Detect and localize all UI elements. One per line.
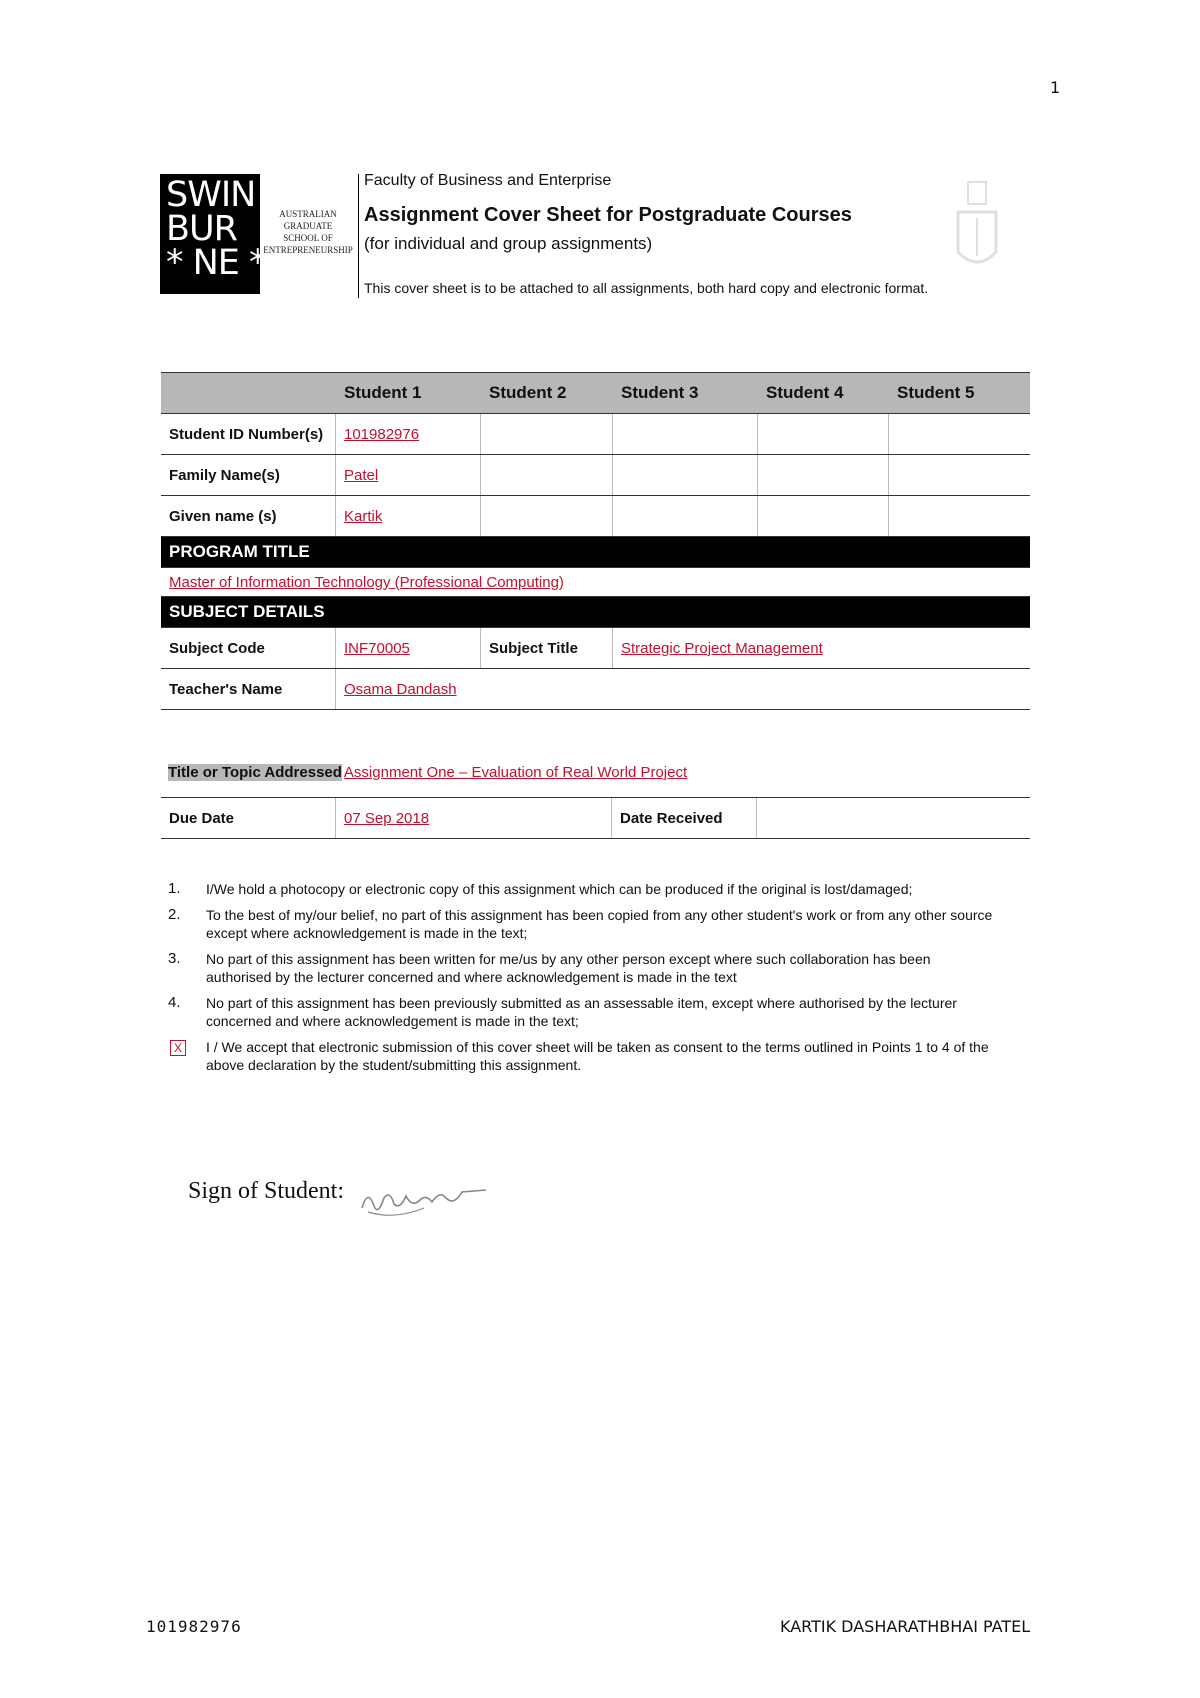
table-row bbox=[161, 669, 1030, 710]
row-label: Teacher's Name bbox=[161, 669, 336, 710]
list-item bbox=[168, 880, 998, 898]
item-number: 1. bbox=[168, 880, 181, 897]
student-id-field[interactable]: 101982976 bbox=[336, 414, 481, 455]
column-header: Student 4 bbox=[758, 373, 889, 414]
row-label: Due Date bbox=[161, 798, 336, 839]
topic-label: Title or Topic Addressed bbox=[168, 764, 342, 781]
cover-note: This cover sheet is to be attached to all assignments, both hard copy and electronic format. bbox=[364, 280, 929, 296]
family-name-field[interactable] bbox=[889, 455, 1031, 496]
list-item bbox=[168, 950, 998, 986]
teacher-name-field[interactable]: Osama Dandash bbox=[336, 669, 1031, 710]
program-title-band bbox=[161, 537, 1030, 568]
topic-line bbox=[168, 764, 687, 781]
student-id-field[interactable] bbox=[758, 414, 889, 455]
row-label: Student ID Number(s) bbox=[161, 414, 336, 455]
column-header: Student 1 bbox=[336, 373, 481, 414]
row-label: Given name (s) bbox=[161, 496, 336, 537]
page-title: Assignment Cover Sheet for Postgraduate Courses bbox=[364, 204, 852, 226]
footer-student-name: KARTIK DASHARATHBHAI PATEL bbox=[780, 1617, 1031, 1636]
item-text: To the best of my/our belief, no part of this assignment has been copied from any other student's work or from any other source except where acknowledgement is made in the text; bbox=[206, 907, 993, 941]
student-details-table bbox=[161, 372, 1030, 710]
logo-line: SWIN bbox=[166, 175, 256, 215]
declaration-list bbox=[168, 880, 998, 1082]
item-number: 2. bbox=[168, 906, 181, 923]
item-text: I/We hold a photocopy or electronic copy of this assignment which can be produced if the original is lost/damaged; bbox=[206, 881, 913, 897]
subject-title-field[interactable]: Strategic Project Management bbox=[613, 628, 1031, 669]
subject-details-band bbox=[161, 597, 1030, 628]
list-item bbox=[168, 994, 998, 1030]
given-name-field[interactable] bbox=[889, 496, 1031, 537]
given-name-field[interactable] bbox=[481, 496, 613, 537]
row-label: Family Name(s) bbox=[161, 455, 336, 496]
logo-line: BUR bbox=[166, 209, 237, 249]
table-row bbox=[161, 414, 1030, 455]
family-name-field[interactable] bbox=[613, 455, 758, 496]
footer-student-id: 101982976 bbox=[146, 1617, 242, 1636]
given-name-field[interactable]: Kartik bbox=[336, 496, 481, 537]
item-number: 4. bbox=[168, 994, 181, 1011]
row-label: Subject Code bbox=[161, 628, 336, 669]
page-number: 1 bbox=[1050, 78, 1061, 97]
student-id-field[interactable] bbox=[481, 414, 613, 455]
student-id-field[interactable] bbox=[889, 414, 1031, 455]
column-header: Student 3 bbox=[613, 373, 758, 414]
column-header bbox=[161, 373, 336, 414]
item-number: 3. bbox=[168, 950, 181, 967]
given-name-field[interactable] bbox=[613, 496, 758, 537]
swinburne-logo bbox=[160, 174, 266, 294]
column-header: Student 2 bbox=[481, 373, 613, 414]
consent-text: I / We accept that electronic submission of this cover sheet will be taken as consent to the terms outlined in Points 1 to 4 of the above declaration by the student/submitting this assignment. bbox=[206, 1039, 989, 1073]
section-heading: SUBJECT DETAILS bbox=[161, 597, 1030, 628]
logo-sub-line: GRADUATE bbox=[283, 221, 333, 231]
given-name-field[interactable] bbox=[758, 496, 889, 537]
student-id-field[interactable] bbox=[613, 414, 758, 455]
topic-field[interactable]: Assignment One – Evaluation of Real World Project bbox=[343, 764, 688, 781]
logo-subtitle bbox=[262, 208, 354, 256]
row-label: Date Received bbox=[612, 798, 757, 839]
item-text: No part of this assignment has been previously submitted as an assessable item, except where authorised by the lecturer concerned and where acknowledgement is made in the text; bbox=[206, 995, 957, 1029]
dates-table bbox=[161, 797, 1030, 839]
consent-checkbox[interactable]: X bbox=[170, 1040, 186, 1056]
column-header: Student 5 bbox=[889, 373, 1031, 414]
subject-code-field[interactable]: INF70005 bbox=[336, 628, 481, 669]
logo-line: * NE * bbox=[166, 243, 266, 283]
list-item bbox=[168, 906, 998, 942]
table-row bbox=[161, 798, 1030, 839]
date-received-field[interactable] bbox=[757, 798, 1031, 839]
program-title-field[interactable]: Master of Information Technology (Professional Computing) bbox=[161, 568, 1030, 597]
program-row bbox=[161, 568, 1030, 597]
family-name-field[interactable] bbox=[758, 455, 889, 496]
signature-image bbox=[354, 1168, 494, 1228]
signature-label: Sign of Student: bbox=[188, 1178, 345, 1204]
logo-sub-line: ENTREPRENEURSHIP bbox=[263, 245, 353, 255]
item-text: No part of this assignment has been written for me/us by any other person except where such collaboration has been authorised by the lecturer concerned and where acknowledgement is made in the text bbox=[206, 951, 931, 985]
family-name-field[interactable] bbox=[481, 455, 613, 496]
page-subtitle: (for individual and group assignments) bbox=[364, 234, 653, 253]
header-divider bbox=[358, 174, 359, 298]
logo-sub-line: AUSTRALIAN bbox=[279, 209, 337, 219]
table-header-row bbox=[161, 373, 1030, 414]
crest-watermark-icon bbox=[948, 172, 1006, 292]
section-heading: PROGRAM TITLE bbox=[161, 537, 1030, 568]
family-name-field[interactable]: Patel bbox=[336, 455, 481, 496]
row-label: Subject Title bbox=[481, 628, 613, 669]
table-row bbox=[161, 496, 1030, 537]
consent-item bbox=[168, 1038, 998, 1074]
due-date-field[interactable]: 07 Sep 2018 bbox=[336, 798, 612, 839]
logo-sub-line: SCHOOL OF bbox=[283, 233, 333, 243]
table-row bbox=[161, 455, 1030, 496]
faculty-name: Faculty of Business and Enterprise bbox=[364, 172, 612, 189]
table-row bbox=[161, 628, 1030, 669]
